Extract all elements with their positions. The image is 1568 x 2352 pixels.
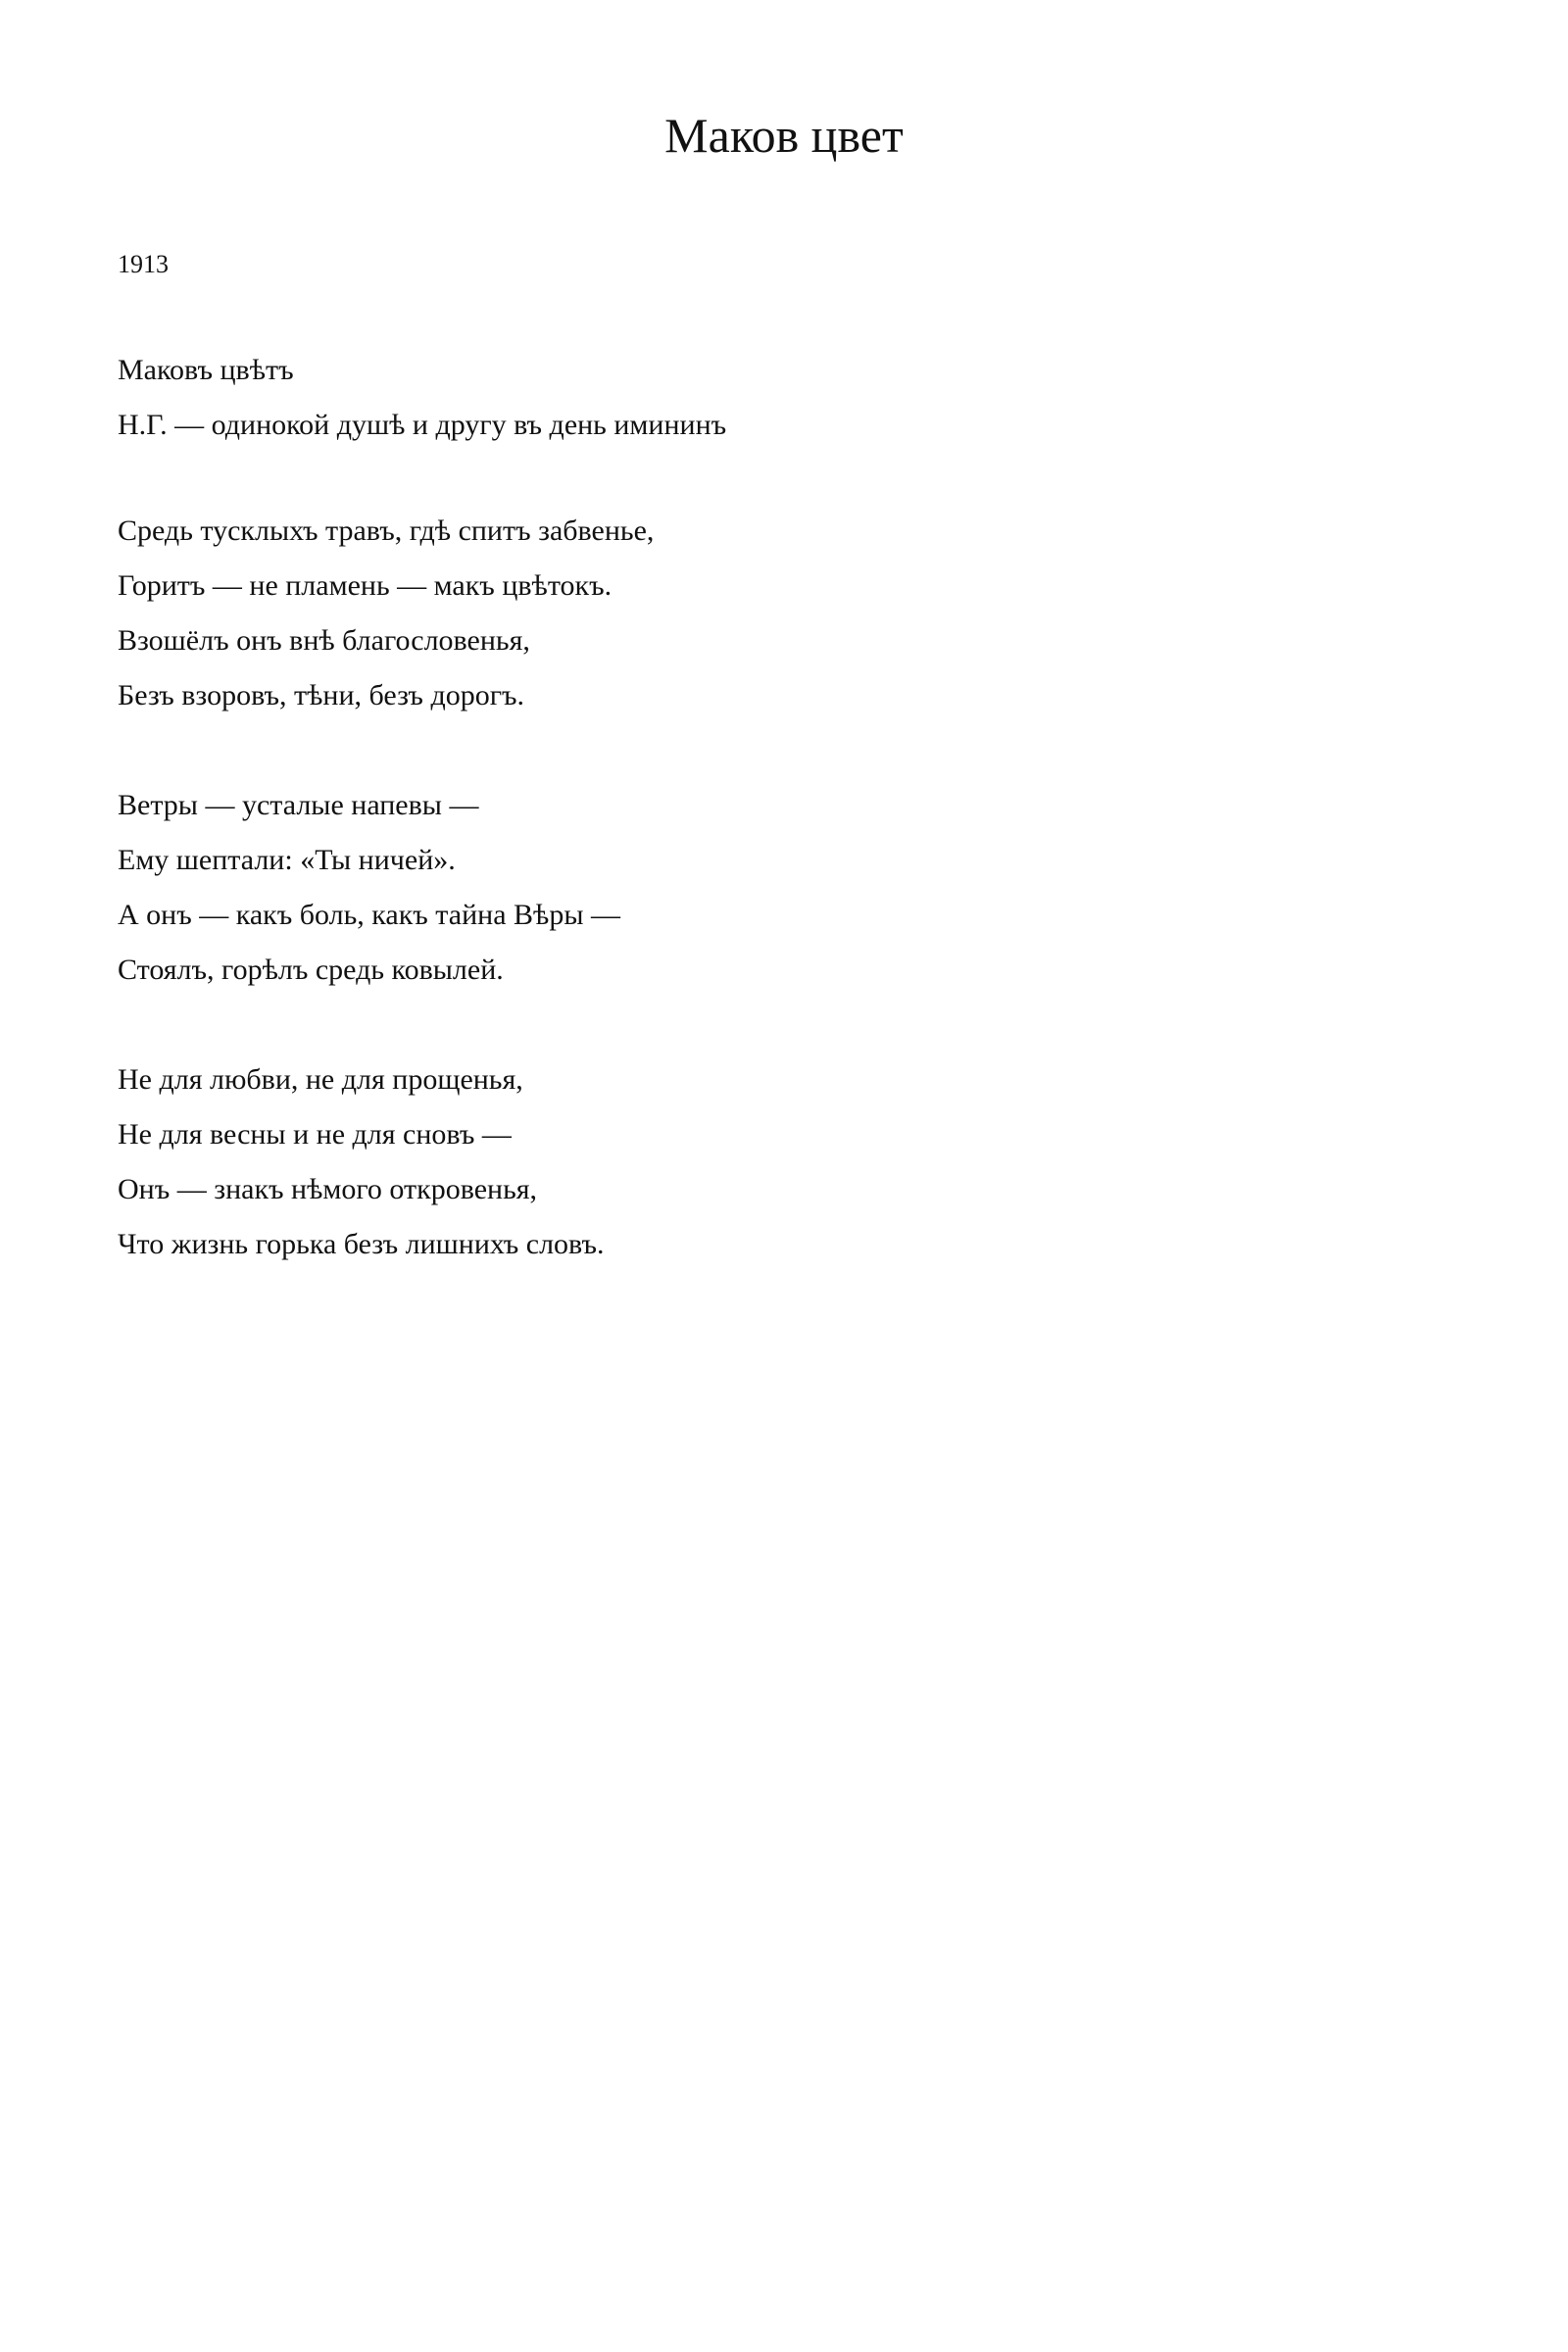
stanza (118, 778, 620, 998)
year-label: 1913 (118, 250, 169, 278)
verse-line: Горитъ — не пламень — макъ цвѣтокъ. (118, 569, 612, 602)
document-title: Маков цвет (664, 108, 904, 163)
verse-line: Что жизнь горька безъ лишнихъ словъ. (118, 1228, 605, 1260)
verse-line: А онъ — какъ боль, какъ тайна Вѣры — (118, 899, 620, 931)
verse-line: Ему шептали: «Ты ничей». (118, 844, 456, 876)
dedication: Н.Г. — одинокой душѣ и другу въ день имининъ (118, 409, 727, 441)
verse-line: Безъ взоровъ, тѣни, безъ дорогъ. (118, 679, 525, 711)
verse-line: Онъ — знакъ нѣмого откровенья, (118, 1173, 538, 1205)
verse-line: Не для весны и не для сновъ — (118, 1118, 512, 1151)
verse-line: Стоялъ, горѣлъ средь ковылей. (118, 954, 504, 986)
stanza (118, 1053, 604, 1272)
poem-title: Маковъ цвѣтъ (118, 354, 294, 386)
verse-line: Средь тусклыхъ травъ, гдѣ спитъ забвенье, (118, 514, 655, 547)
poem-heading (118, 343, 726, 453)
verse-line: Ветры — усталые напевы — (118, 789, 479, 821)
verse-line: Не для любви, не для прощенья, (118, 1063, 523, 1096)
stanza (118, 504, 654, 723)
verse-line: Взошёлъ онъ внѣ благословенья, (118, 624, 530, 657)
